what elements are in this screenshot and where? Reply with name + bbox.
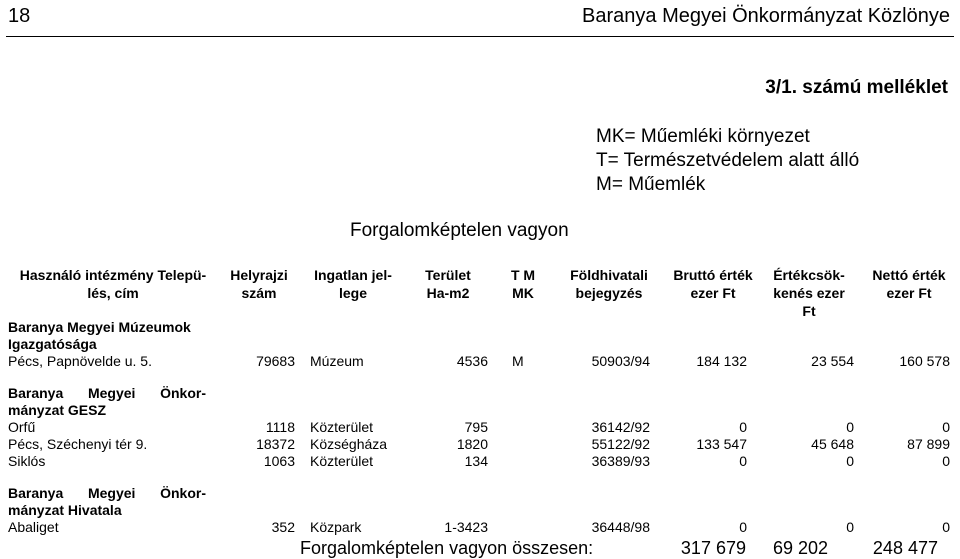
group-name-word: Baranya [8,485,64,501]
cell-net: 0 [942,453,950,469]
col-header-line: Használó intézmény Telepü- [19,267,207,283]
col-header-line: Ha-m2 [426,285,470,301]
col-header-line: ezer Ft [886,285,932,301]
col-header-gross [670,266,756,302]
group-name-word: Megyei [87,385,136,401]
cell-area: 1820 [456,436,488,452]
col-header-line: Értékcsök- [773,267,845,283]
group-name-line: Igazgatósága [8,336,97,352]
page-number: 18 [8,5,31,27]
cell-location: Pécs, Papnövelde u. 5. [8,353,152,369]
cell-type: Közterület [310,419,374,435]
total-label: Forgalomképtelen vagyon összesen: [300,538,594,558]
group-name-word: Önkor- [160,385,206,401]
cell-type: Közpark [310,519,362,535]
cell-registry: 55122/92 [591,436,650,452]
cell-hrsz: 18372 [256,436,295,452]
cell-depreciation: 0 [846,519,854,535]
group-name-word: Baranya [8,385,64,401]
col-header-line: Nettó érték [872,267,946,283]
cell-gross: 184 132 [696,353,747,369]
cell-type: Községháza [310,436,388,452]
header-rule [6,36,954,37]
legend-m: M= Műemlék [596,174,706,195]
col-header-line: lés, cím [87,285,139,301]
cell-registry: 36142/92 [591,419,650,435]
group-name-gesz [8,385,206,419]
group-name-line: mányzat GESZ [8,402,107,418]
col-header-line: lege [338,285,367,301]
cell-registry: 36448/98 [591,519,650,535]
col-header-type [304,266,402,302]
col-header-hrsz [216,266,302,302]
table-title: Forgalomképtelen vagyon [350,220,569,241]
cell-area: 795 [464,419,488,435]
group-name-hivatal [8,485,206,519]
total-depreciation: 69 202 [772,538,828,558]
cell-hrsz: 79683 [256,353,295,369]
col-header-line: ezer Ft [690,285,736,301]
legend-mk: MK= Műemléki környezet [596,126,810,147]
cell-net: 87 899 [907,436,950,452]
col-header-line: Ingatlan jel- [314,267,392,283]
col-header-area [412,266,484,302]
col-header-line: MK [512,285,534,301]
col-header-institution [8,266,218,302]
cell-tm: M [512,353,524,369]
cell-net: 160 578 [899,353,950,369]
cell-location: Siklós [8,453,46,469]
cell-hrsz: 1118 [265,419,295,435]
group-name-line: mányzat Hivatala [8,502,122,518]
col-header-line: Terület [425,267,471,283]
cell-depreciation: 0 [846,419,854,435]
cell-type: Közterület [310,453,374,469]
total-net: 248 477 [872,538,938,558]
group-name-word: Megyei [87,485,136,501]
cell-depreciation: 45 648 [811,436,854,452]
group-name-museums [8,319,191,353]
cell-hrsz: 352 [271,519,295,535]
col-header-line: Bruttó érték [673,267,753,283]
cell-area: 4536 [456,353,488,369]
cell-location: Pécs, Széchenyi tér 9. [8,436,148,452]
group-name-line [8,485,206,502]
col-header-line: Ft [802,303,816,319]
col-header-tm [498,266,548,302]
cell-gross: 0 [739,519,747,535]
total-gross: 317 679 [680,538,746,558]
col-header-line: Helyrajzi [230,267,288,283]
publication-title: Baranya Megyei Önkormányzat Közlönye [582,5,950,27]
cell-hrsz: 1063 [263,453,295,469]
group-name-line [8,385,206,402]
cell-gross: 133 547 [696,436,747,452]
group-name-word: Önkor- [160,485,206,501]
cell-area: 1-3423 [444,519,488,535]
cell-registry: 50903/94 [591,353,650,369]
col-header-net [862,266,956,302]
col-header-line: szám [241,285,277,301]
col-header-line: Földhivatali [570,267,648,283]
col-header-line: T M [510,267,536,283]
col-header-line: kenés ezer [773,285,845,301]
group-name-line: Baranya Megyei Múzeumok [8,319,191,335]
cell-depreciation: 23 554 [811,353,854,369]
cell-net: 0 [942,419,950,435]
cell-net: 0 [942,519,950,535]
cell-depreciation: 0 [846,453,854,469]
cell-gross: 0 [739,419,747,435]
col-header-depreciation [764,266,854,320]
col-header-line: bejegyzés [575,285,643,301]
cell-gross: 0 [739,453,747,469]
cell-registry: 36389/93 [591,453,650,469]
cell-location: Orfű [8,419,36,435]
col-header-registry [556,266,662,302]
cell-area: 134 [464,453,488,469]
annex-label: 3/1. számú melléklet [765,77,948,98]
cell-location: Abaliget [8,519,59,535]
cell-type: Múzeum [310,353,364,369]
legend-t: T= Természetvédelem alatt álló [596,150,860,171]
